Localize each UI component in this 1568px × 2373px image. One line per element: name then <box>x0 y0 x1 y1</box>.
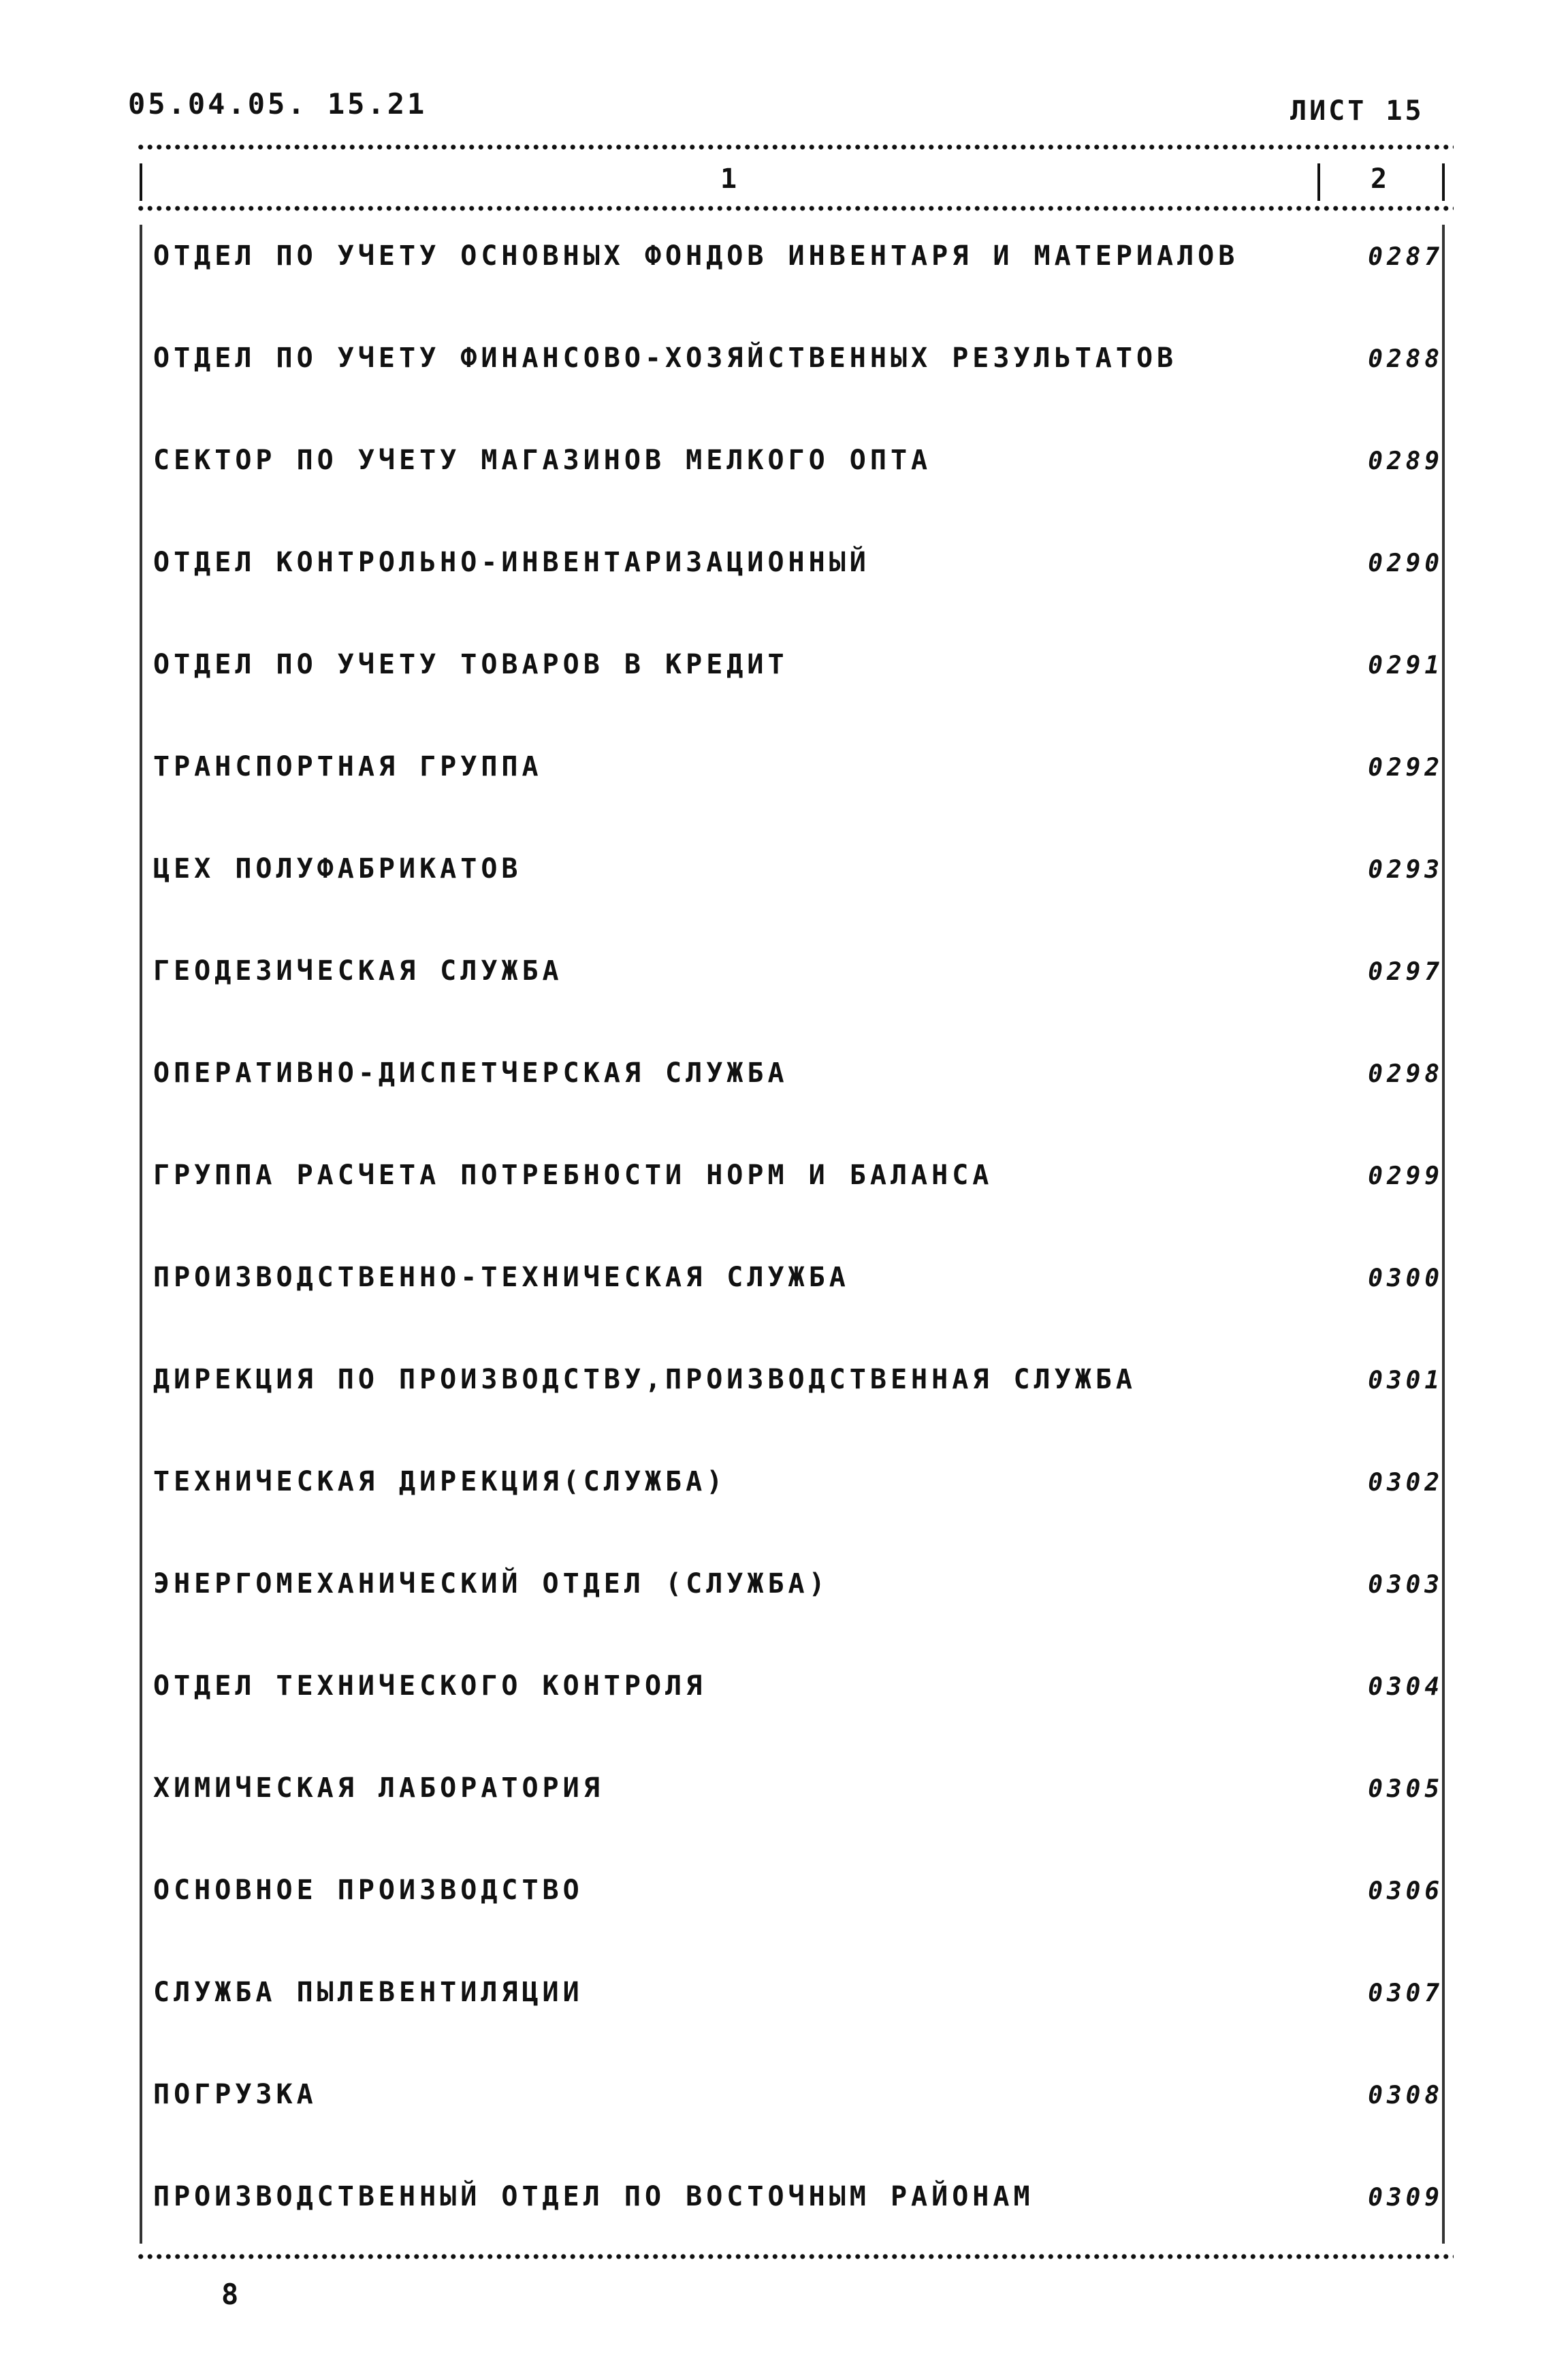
department-name: ОТДЕЛ ПО УЧЕТУ ОСНОВНЫХ ФОНДОВ ИНВЕНТАРЯ И МАТЕРИАЛОВ <box>153 240 1239 272</box>
column-divider-middle <box>1317 163 1320 201</box>
column-divider-left <box>140 163 142 201</box>
asterisk-rule-top <box>136 144 1454 150</box>
table-row <box>153 228 1450 330</box>
table-row <box>153 1249 1450 1352</box>
table-row <box>153 1045 1450 1147</box>
table-row <box>153 637 1450 739</box>
department-name: ЭНЕРГОМЕХАНИЧЕСКИЙ ОТДЕЛ (СЛУЖБА) <box>153 1568 829 1599</box>
table-row <box>153 1352 1450 1454</box>
department-name: ПРОИЗВОДСТВЕННО-ТЕХНИЧЕСКАЯ СЛУЖБА <box>153 1262 850 1293</box>
department-code: 0303 <box>1368 1571 1443 1599</box>
department-name: ПОГРУЗКА <box>153 2079 317 2110</box>
column-header-1: 1 <box>720 163 737 195</box>
asterisk-rule-header <box>136 206 1454 211</box>
department-name: ОТДЕЛ КОНТРОЛЬНО-ИНВЕНТАРИЗАЦИОННЫЙ <box>153 547 870 578</box>
department-name: ЦЕХ ПОЛУФАБРИКАТОВ <box>153 853 522 885</box>
department-name: ТРАНСПОРТНАЯ ГРУППА <box>153 751 543 782</box>
table-row <box>153 943 1450 1045</box>
table-row <box>153 739 1450 841</box>
department-code: 0304 <box>1368 1673 1443 1701</box>
table-row <box>153 1862 1450 1964</box>
table-row <box>153 1147 1450 1249</box>
department-code: 0299 <box>1368 1162 1443 1190</box>
department-name: ОТДЕЛ ТЕХНИЧЕСКОГО КОНТРОЛЯ <box>153 1670 707 1702</box>
department-name: СЛУЖБА ПЫЛЕВЕНТИЛЯЦИИ <box>153 1977 583 2008</box>
department-code: 0288 <box>1368 345 1443 373</box>
department-code: 0307 <box>1368 1979 1443 2007</box>
department-name: ОПЕРАТИВНО-ДИСПЕТЧЕРСКАЯ СЛУЖБА <box>153 1057 788 1089</box>
department-code: 0300 <box>1368 1264 1443 1292</box>
department-name: ОТДЕЛ ПО УЧЕТУ ФИНАНСОВО-ХОЗЯЙСТВЕННЫХ РЕЗУЛЬТАТОВ <box>153 343 1178 374</box>
table-border-left <box>140 225 142 2244</box>
department-code: 0293 <box>1368 856 1443 884</box>
asterisk-rule-bottom <box>136 2254 1454 2259</box>
table-row <box>153 841 1450 943</box>
table-row <box>153 1658 1450 1760</box>
department-code: 0306 <box>1368 1877 1443 1905</box>
department-name: ТЕХНИЧЕСКАЯ ДИРЕКЦИЯ(СЛУЖБА) <box>153 1466 727 1497</box>
table-row <box>153 330 1450 432</box>
department-code: 0297 <box>1368 958 1443 986</box>
table-row <box>153 1760 1450 1862</box>
department-name: ГЕОДЕЗИЧЕСКАЯ СЛУЖБА <box>153 955 563 987</box>
department-code: 0290 <box>1368 550 1443 577</box>
department-code: 0302 <box>1368 1469 1443 1497</box>
department-name: ПРОИЗВОДСТВЕННЫЙ ОТДЕЛ ПО ВОСТОЧНЫМ РАЙОНАМ <box>153 2181 1034 2212</box>
department-name: СЕКТОР ПО УЧЕТУ МАГАЗИНОВ МЕЛКОГО ОПТА <box>153 445 932 476</box>
department-code: 0301 <box>1368 1367 1443 1395</box>
department-code: 0291 <box>1368 652 1443 680</box>
table-row <box>153 535 1450 637</box>
department-name: ОСНОВНОЕ ПРОИЗВОДСТВО <box>153 1875 583 1906</box>
department-code: 0309 <box>1368 2184 1443 2212</box>
department-name: ОТДЕЛ ПО УЧЕТУ ТОВАРОВ В КРЕДИТ <box>153 649 788 680</box>
department-code: 0298 <box>1368 1060 1443 1088</box>
table-row <box>153 1556 1450 1658</box>
department-code: 0305 <box>1368 1775 1443 1803</box>
print-datetime: 05.04.05. 15.21 <box>128 87 428 121</box>
department-code: 0289 <box>1368 447 1443 475</box>
sheet-number: ЛИСТ 15 <box>1290 95 1424 127</box>
department-code: 0287 <box>1368 243 1443 271</box>
department-code: 0308 <box>1368 2082 1443 2109</box>
department-code: 0292 <box>1368 754 1443 782</box>
table-row <box>153 1964 1450 2067</box>
table-row <box>153 432 1450 535</box>
column-header-2: 2 <box>1371 163 1388 195</box>
department-name: ДИРЕКЦИЯ ПО ПРОИЗВОДСТВУ,ПРОИЗВОДСТВЕННАЯ СЛУЖБА <box>153 1364 1136 1395</box>
department-name: ХИМИЧЕСКАЯ ЛАБОРАТОРИЯ <box>153 1772 604 1804</box>
department-name: ГРУППА РАСЧЕТА ПОТРЕБНОСТИ НОРМ И БАЛАНСА <box>153 1160 993 1191</box>
page-number: 8 <box>221 2278 239 2311</box>
department-table <box>153 228 1450 2271</box>
table-row <box>153 2067 1450 2169</box>
table-row <box>153 1454 1450 1556</box>
column-divider-right <box>1442 163 1445 201</box>
